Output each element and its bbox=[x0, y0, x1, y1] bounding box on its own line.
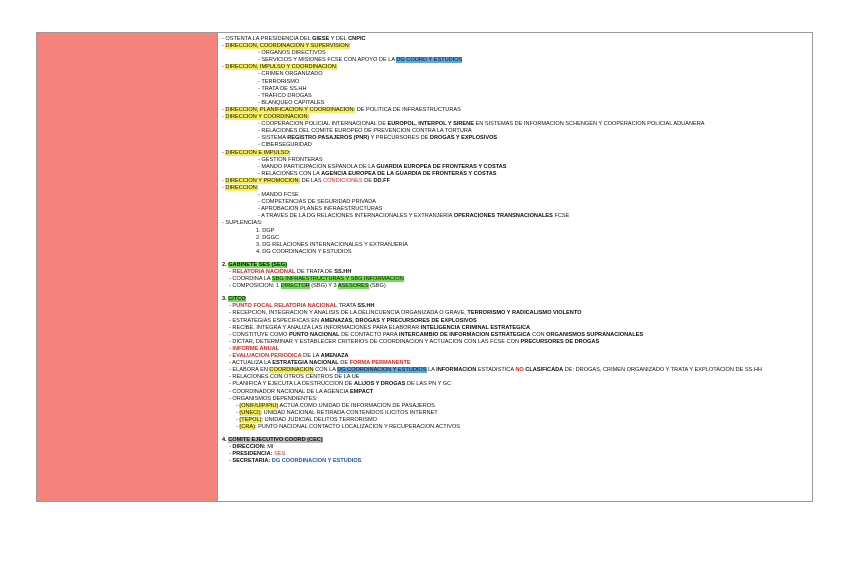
document-table bbox=[36, 32, 813, 502]
text-line bbox=[221, 444, 808, 451]
highlighted-text: TERRORISMO Y RADICALISMO VIOLENTO bbox=[467, 310, 582, 317]
line-text: DE LAS bbox=[300, 177, 324, 184]
line-text: - ACTUALIZA LA bbox=[229, 360, 273, 367]
line-text: DE POLÍTICA DE INFRAESTRUCTURAS bbox=[355, 106, 461, 113]
highlighted-text: SES bbox=[274, 451, 286, 458]
text-line bbox=[221, 276, 808, 283]
highlighted-text: DIRECCIÓN, COORDINACIÓN Y SUPERVISIÓN: bbox=[225, 43, 351, 50]
line-text: - SISTEMA bbox=[258, 135, 288, 142]
text-line bbox=[221, 135, 808, 142]
line-text: - OSTENTA LA PRESIDENCIA DEL bbox=[222, 36, 313, 42]
line-text: DE bbox=[338, 360, 350, 367]
text-line bbox=[221, 410, 808, 417]
highlighted-text: SBG INFRAESTRUCTURAS Y SBG INFORMACIÓN bbox=[271, 276, 404, 283]
text-line bbox=[221, 283, 808, 290]
line-text: - bbox=[229, 444, 233, 451]
line-text: : PUNTO NACIONAL CONTACTO LOCALIZACIÓN Y RECUPERACIÓN ACTIVOS bbox=[254, 423, 461, 430]
highlighted-text: INFORME ANUAL bbox=[232, 345, 280, 352]
line-text: - RELACIONES CON LA bbox=[258, 170, 322, 177]
line-text: - TRÁFICO DROGAS bbox=[258, 92, 312, 99]
text-line bbox=[221, 185, 808, 192]
highlighted-text: DIRECCIÓN: bbox=[232, 444, 266, 451]
line-text: - MANDO FCSE bbox=[258, 192, 299, 199]
text-line bbox=[221, 228, 808, 235]
line-text: (SBG) Y 3 bbox=[309, 283, 338, 290]
text-line bbox=[221, 353, 808, 360]
line-text: - bbox=[236, 416, 240, 423]
line-text: ESTADÍSTICA bbox=[476, 367, 516, 374]
text-line bbox=[221, 303, 808, 310]
text-line bbox=[221, 171, 808, 178]
highlighted-text: SS.HH bbox=[334, 269, 352, 275]
line-text: CON bbox=[530, 331, 547, 338]
line-text: - RELACIONES DEL COMITÉ EUROPEO DE PREVENCIÓN CONTRA LA TORTURA bbox=[258, 128, 472, 135]
text-line bbox=[221, 403, 808, 410]
left-column-cell bbox=[37, 33, 218, 501]
line-text: - ESTRATEGIAS ESPECÍFICAS EN bbox=[229, 317, 321, 324]
line-text: - bbox=[222, 106, 226, 113]
line-text: - CIBERSEGURIDAD bbox=[258, 142, 312, 149]
highlighted-text: PRECURSORES DE DROGAS bbox=[520, 338, 600, 345]
line-text: DE bbox=[362, 177, 374, 184]
line-text: - bbox=[222, 184, 226, 191]
line-text: 2. bbox=[222, 261, 229, 268]
highlighted-text: DG COORDINACIÓN Y ESTUDIOS bbox=[271, 458, 362, 465]
line-text: LA bbox=[426, 367, 437, 374]
highlighted-text: DROGAS Y EXPLOSIVOS bbox=[429, 135, 498, 142]
line-text: EN SISTEMAS DE INFORMACIÓN SCHENGEN Y COOPERACIÓN POLICIAL ADUANERA bbox=[473, 121, 705, 128]
line-text: - bbox=[229, 269, 233, 275]
line-text: - ÓRGANOS DIRECTIVOS bbox=[258, 50, 326, 57]
line-text: - bbox=[236, 423, 240, 430]
line-text: - MANDO PARTICIPACIÓN ESPAÑOLA DE LA bbox=[258, 163, 377, 170]
line-text: DE: DROGAS, CRIMEN ORGANIZADO Y TRATA Y EXPLOTACIÓN DE SS.HH bbox=[563, 367, 762, 374]
text-line bbox=[221, 381, 808, 388]
text-line bbox=[221, 206, 808, 213]
line-text: - bbox=[229, 451, 233, 458]
line-text: - bbox=[222, 43, 226, 50]
text-line bbox=[221, 43, 808, 50]
highlighted-text: AMENAZA bbox=[320, 353, 349, 360]
line-text: - A TRAVÉS DE LA DG RELACIONES INTERNACIONALES Y EXTRANJERÍA bbox=[258, 213, 454, 220]
highlighted-text: DIRECCIÓN, IMPULSO Y COORDINACIÓN: bbox=[225, 64, 338, 71]
highlighted-text: (CRA) bbox=[239, 423, 255, 430]
text-line bbox=[221, 100, 808, 107]
line-text: - TRATA DE SS.HH bbox=[258, 85, 307, 92]
text-line bbox=[221, 164, 808, 171]
line-text: - RELACIONES CON OTROS CENTROS DE LA UE bbox=[229, 374, 360, 381]
line-text: - bbox=[229, 458, 233, 465]
line-text: - COORDINADOR NACIONAL DE LA AGENCIA bbox=[229, 388, 351, 395]
highlighted-text: COMITÉ EJECUTIVO COORD (CEC) bbox=[228, 437, 323, 444]
text-line bbox=[221, 242, 808, 249]
highlighted-text: SS.HH bbox=[357, 303, 375, 310]
line-text: - bbox=[229, 353, 233, 360]
line-text: Y PRECURSORES DE bbox=[369, 135, 430, 142]
text-line bbox=[221, 458, 808, 465]
line-text: - RECEPCIÓN, INTEGRACIÓN Y ANÁLISIS DE LA DELINCUENCIA ORGANIZADA O GRAVE, bbox=[229, 310, 468, 317]
line-text: - bbox=[229, 303, 233, 310]
highlighted-text: INFORMACIÓN bbox=[436, 367, 477, 374]
highlighted-text: INTERCAMBIO DE INFORMACIÓN ESTRATÉGICA bbox=[398, 331, 531, 338]
highlighted-text: PRESIDENCIA: bbox=[232, 451, 273, 458]
text-line bbox=[221, 424, 808, 431]
line-text: (SBG) bbox=[368, 283, 386, 290]
text-line bbox=[221, 346, 808, 353]
text-line bbox=[221, 318, 808, 325]
line-text: - ELABORA EN bbox=[229, 367, 270, 374]
text-line bbox=[221, 389, 808, 396]
text-line bbox=[221, 310, 808, 317]
line-text: DE LAS PN Y GC bbox=[405, 381, 452, 388]
line-text: - DICTAR, DETERMINAR Y ESTABLECER CRITERIOS DE COORDINACIÓN Y ACTUACIÓN CON LAS FCSE CON bbox=[229, 338, 521, 345]
text-line bbox=[221, 142, 808, 149]
text-line bbox=[221, 107, 808, 114]
line-text: 4. DG COORDINACIÓN Y ESTUDIOS bbox=[256, 248, 352, 255]
highlighted-text: EVALUACIÓN PERIÓDICA bbox=[232, 353, 302, 360]
text-line bbox=[221, 71, 808, 78]
text-line bbox=[221, 235, 808, 242]
highlighted-text: DIRECCIÓN E IMPULSO: bbox=[225, 149, 291, 156]
text-line bbox=[221, 178, 808, 185]
highlighted-text: EUROPOL, INTERPOL Y SIRENE bbox=[387, 121, 474, 128]
line-text: : UNIDAD NACIONAL RETIRADA CONTENIDOS ILÍCITOS INTERNET bbox=[260, 409, 438, 416]
line-text: MI bbox=[265, 444, 274, 451]
line-text: - SERVICIOS Y MISIONES FCSE CON APOYO DE LA bbox=[258, 57, 397, 64]
text-line bbox=[221, 396, 808, 403]
highlighted-text: DIRECTOR bbox=[280, 283, 310, 290]
text-line bbox=[221, 199, 808, 206]
line-text: 1. DGP bbox=[256, 227, 275, 234]
line-text: - CRIMEN ORGANIZADO bbox=[258, 71, 323, 78]
text-line bbox=[221, 114, 808, 121]
highlighted-text: AGENCIA EUROPEA DE LA GUARDIA DE FRONTERAS Y COSTAS bbox=[321, 170, 497, 177]
text-line bbox=[221, 150, 808, 157]
highlighted-text: (ONIF/UIP/PIU) bbox=[239, 402, 279, 409]
highlighted-text: CONDICIONES bbox=[323, 177, 363, 184]
section-heading bbox=[221, 296, 808, 303]
line-text: Y DEL bbox=[329, 36, 349, 42]
text-line bbox=[221, 249, 808, 256]
highlighted-text: NO bbox=[515, 367, 524, 374]
highlighted-text: DIRECCIÓN, PLANIFICACIÓN Y COORDINACIÓN: bbox=[225, 106, 356, 113]
line-text: - COMPOSICIÓN: 1 bbox=[229, 283, 281, 290]
text-line bbox=[221, 367, 808, 374]
line-text: DE TRATA DE bbox=[295, 269, 335, 275]
section-heading bbox=[221, 262, 808, 269]
line-text: - bbox=[236, 409, 240, 416]
highlighted-text: OPERACIONES TRANSNACIONALES bbox=[453, 213, 553, 220]
line-text: ACTÚA COMO UNIDAD DE INFORMACIÓN DE PASAJEROS bbox=[278, 402, 435, 409]
text-line bbox=[221, 79, 808, 86]
text-line bbox=[221, 157, 808, 164]
line-text: - bbox=[229, 345, 233, 352]
line-text: - BLANQUEO CAPITALES bbox=[258, 99, 325, 106]
text-line bbox=[221, 57, 808, 64]
line-text: - SUPLENCIAS: bbox=[222, 220, 263, 227]
text-line bbox=[221, 332, 808, 339]
text-line bbox=[221, 417, 808, 424]
text-line bbox=[221, 451, 808, 458]
highlighted-text: (UNECI) bbox=[239, 409, 261, 416]
highlighted-text: PUNTO NACIONAL bbox=[288, 331, 340, 338]
highlighted-text: ESTRATEGIA NACIONAL bbox=[272, 360, 339, 367]
text-line bbox=[221, 121, 808, 128]
line-text: - bbox=[222, 64, 226, 71]
line-text: - CONSTITUYE COMO bbox=[229, 331, 289, 338]
highlighted-text: CLASIFICADA bbox=[525, 367, 564, 374]
line-text: TRATA bbox=[337, 303, 358, 310]
text-line bbox=[221, 93, 808, 100]
highlighted-text: INTELIGENCIA CRIMINAL ESTRATÉGICA bbox=[420, 324, 531, 331]
line-text: - PLANIFICA Y EJECUTA LA DESTRUCCIÓN DE bbox=[229, 381, 354, 388]
text-line bbox=[221, 192, 808, 199]
highlighted-text: AMENAZAS, DROGAS Y PRECURSORES DE EXPLOSIVOS bbox=[320, 317, 477, 324]
highlighted-text: (TEPOL) bbox=[239, 416, 262, 423]
section-heading bbox=[221, 437, 808, 444]
highlighted-text: REGISTRO PASAJEROS (PNR) bbox=[287, 135, 370, 142]
highlighted-text: DIRECCIÓN: bbox=[225, 184, 259, 191]
highlighted-text: ALIJOS Y DROGAS bbox=[353, 381, 406, 388]
highlighted-text: GUARDIA EUROPEA DE FRONTERAS Y COSTAS bbox=[376, 163, 507, 170]
line-text: - COMPETENCIAS DE SEGURIDAD PRIVADA bbox=[258, 199, 377, 206]
text-line bbox=[221, 86, 808, 93]
highlighted-text: GIESE bbox=[312, 36, 330, 42]
highlighted-text: FORMA PERMANENTE bbox=[349, 360, 411, 367]
highlighted-text: DD.FF bbox=[373, 177, 390, 184]
line-text: 3. bbox=[222, 296, 229, 303]
line-text: - ORGANISMOS DEPENDIENTES: bbox=[229, 395, 318, 402]
text-line bbox=[221, 220, 808, 227]
text-line bbox=[221, 360, 808, 367]
line-text: CON LA bbox=[313, 367, 338, 374]
line-text: - bbox=[222, 149, 226, 156]
highlighted-text: DIRECCIÓN Y PROMOCIÓN: bbox=[225, 177, 301, 184]
text-line bbox=[221, 128, 808, 135]
line-text: 3. DG RELACIONES INTERNACIONALES Y EXTRANJERÍA bbox=[256, 241, 408, 248]
line-text: DE LA bbox=[301, 353, 321, 360]
text-line bbox=[221, 325, 808, 332]
line-text: FCSE bbox=[552, 213, 570, 220]
text-line bbox=[221, 269, 808, 276]
line-text: - TERRORISMO bbox=[258, 78, 300, 85]
highlighted-text: GABINETE SES (SEG) bbox=[228, 261, 287, 268]
highlighted-text: CNPIC bbox=[348, 36, 366, 42]
text-line bbox=[221, 64, 808, 71]
line-text: - bbox=[222, 177, 226, 184]
text-line bbox=[221, 213, 808, 220]
highlighted-text: RELATORÍA NACIONAL bbox=[232, 269, 296, 275]
highlighted-text: CITCO bbox=[228, 296, 246, 303]
line-text: - bbox=[236, 402, 240, 409]
highlighted-text: ORGANISMOS SUPRANACIONALES bbox=[546, 331, 644, 338]
line-text: - COORDINA LA bbox=[229, 276, 272, 283]
line-text: DE CONTACTO PARA bbox=[339, 331, 399, 338]
text-line bbox=[221, 339, 808, 346]
text-line bbox=[221, 50, 808, 57]
line-text: - bbox=[222, 114, 226, 121]
highlighted-text: DG COORD Y ESTUDIOS bbox=[396, 57, 463, 64]
highlighted-text: EMPACT bbox=[350, 388, 374, 395]
line-text: - COOPERACIÓN POLICIAL INTERNACIONAL DE bbox=[258, 121, 388, 128]
line-text: 2. DGGC bbox=[256, 234, 280, 241]
line-text: - GESTIÓN FRONTERAS bbox=[258, 156, 323, 163]
line-text: - RECIBE, INTEGRA Y ANALIZA LAS INFORMACIONES PARA ELABORAR bbox=[229, 324, 421, 331]
highlighted-text: DIRECCIÓN Y COORDINACIÓN: bbox=[225, 114, 310, 121]
text-line bbox=[221, 36, 808, 43]
highlighted-text: SECRETARÍA: bbox=[232, 458, 271, 465]
text-line bbox=[221, 374, 808, 381]
highlighted-text: COORDINACIÓN bbox=[269, 367, 314, 374]
highlighted-text: PUNTO FOCAL RELATORÍA NACIONAL bbox=[232, 303, 338, 310]
line-text: - APROBACIÓN PLANES INFRAESTRUCTURAS bbox=[258, 206, 383, 213]
highlighted-text: ASESORES bbox=[337, 283, 369, 290]
content-cell bbox=[221, 36, 808, 465]
highlighted-text: DG COORDINACIÓN Y ESTUDIOS bbox=[337, 367, 427, 374]
line-text: 4. bbox=[222, 437, 229, 444]
line-text: : UNIDAD JUDICIAL DELITOS TERRORISMO bbox=[261, 416, 378, 423]
